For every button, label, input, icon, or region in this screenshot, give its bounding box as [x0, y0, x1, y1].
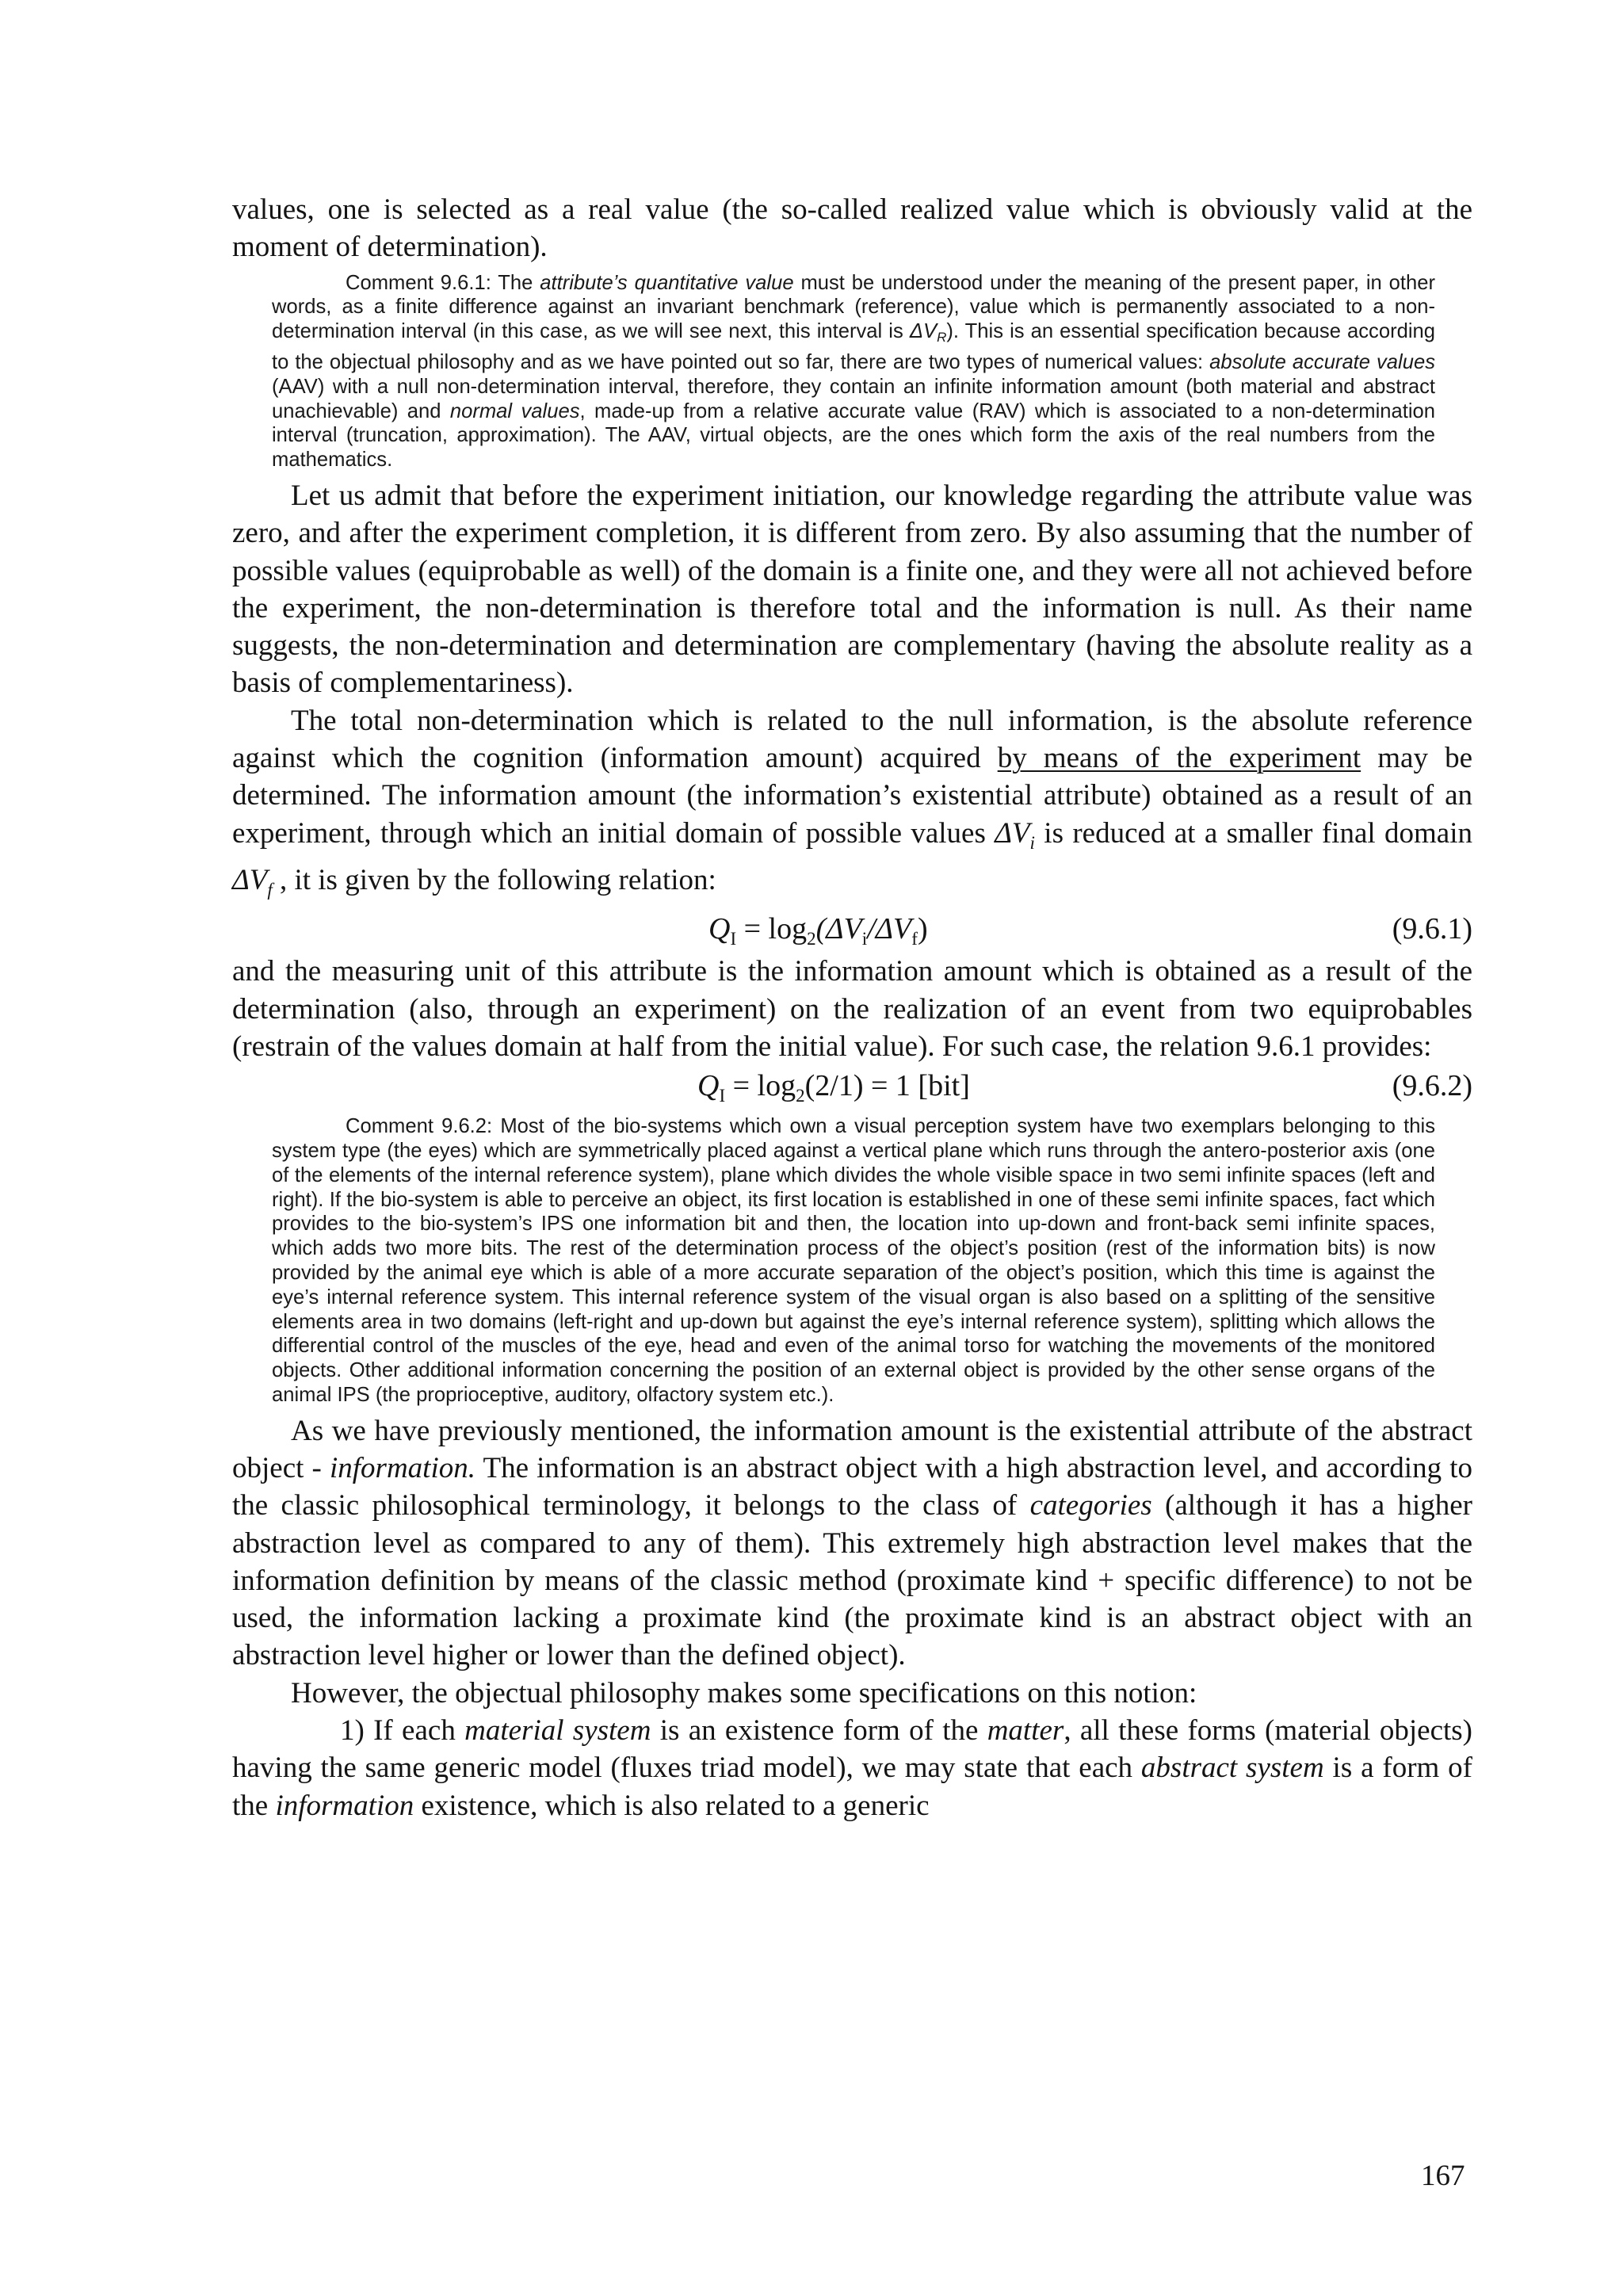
italic-term: abstract system: [1140, 1752, 1324, 1785]
formula-subscript: I: [719, 1086, 726, 1106]
delta-vi-symbol: [995, 816, 1035, 853]
italic-term: information.: [330, 1451, 475, 1484]
paragraph-text: As we have previously mentioned, the information amount is the existential attribute of the abstract object -: [232, 1414, 1472, 1484]
comment-term: absolute accurate values: [1209, 350, 1435, 373]
paragraph-information-attribute: [232, 1412, 1472, 1675]
page-number: 167: [1421, 2160, 1465, 2192]
subscript-f: f: [267, 879, 273, 900]
comment-9-6-2: Comment 9.6.2: Most of the bio-systems which own a visual perception system have two exemplars belonging to this system type (the eyes) which are symmetrically placed against a vertical plane which runs through the antero-posterior axis (one of the elements of the internal reference system), plane which divides the whole visible space in two semi infinite spaces (left and right). If the bio-system is able to perceive an object, its first location is established in one of these semi infinite spaces, fact which provides to the bio-system’s IPS one information bit and then, the location into up-down and front-back semi infinite spaces, which adds two more bits. The rest of the determination process of the object’s position (rest of the information bits) is now provided by the animal eye which is able of a more accurate separation of the object’s position, which this time is against the eye’s internal reference system. This internal reference system of the visual organ is also based on a splitting of the sensitive elements area in two domains (left-right and up-down but against the eye’s internal reference system), splitting which allows the differential control of the muscles of the eye, head and even of the animal torso for watching the movements of the monitored objects. Other additional information concerning the position of an external object is provided by the other sense organs of the animal IPS (the proprioceptive, auditory, olfactory system etc.).: [272, 1115, 1435, 1406]
comment-label: Comment 9.6.1: The: [346, 271, 540, 294]
paragraph-point-1: [232, 1712, 1472, 1824]
paragraph-measuring-unit: and the measuring unit of this attribute is the information amount which is obtained as a result of the determination (also, through an experiment) on the realization of an event from two equiprobables (restrain of the values domain at half from the initial value). For such case, the relation 9.6.1 provides:: [232, 955, 1472, 1063]
formula-operator: = log: [725, 1069, 796, 1103]
equation-formula: [708, 911, 928, 949]
equation-formula: [697, 1068, 970, 1106]
formula-subscript: f: [911, 929, 918, 949]
paragraph-admit-knowledge: Let us admit that before the experiment initiation, our knowledge regarding the attribute value was zero, and after the experiment completion, it is different from zero. By also assuming that the number of possible values (equiprobable as well) of the domain is a finite one, and they were all not achieved before the experiment, the non-determination is therefore total and the information is null. As their name suggests, the non-determination and determination are complementary (having the absolute reality as a basis of complementariness).: [232, 479, 1472, 700]
paragraph-text: The information is an abstract object with a high abstraction level, and according to the classic philosophical terminology, it belongs to the class of: [232, 1451, 1472, 1522]
comment-9-6-1: [272, 271, 1435, 472]
formula-argument: (2/1) = 1 [bit]: [804, 1069, 970, 1103]
formula-subscript: I: [730, 929, 737, 949]
paragraph-text: is a form of the: [232, 1752, 1472, 1822]
paragraph-text: 1) If each: [340, 1714, 465, 1748]
comment-text: ). This is an essential specification because according to the objectual philosophy and as we have pointed out so far, there are two types of numerical values:: [272, 320, 1435, 373]
formula-symbol: Q: [708, 912, 731, 946]
italic-term: matter: [987, 1714, 1064, 1748]
comment-term: normal values: [449, 399, 580, 422]
equation-number: (9.6.2): [1392, 1069, 1472, 1103]
log-base: 2: [796, 1086, 805, 1106]
delta-v-symbol: ΔV: [909, 320, 938, 343]
formula-argument: (ΔV: [815, 912, 862, 946]
paragraph-text: is an existence form of the: [651, 1714, 987, 1748]
delta-vf-symbol: [232, 863, 273, 900]
italic-term: material system: [464, 1714, 651, 1748]
paragraph-text: , all these forms (material objects) having the same generic model (fluxes triad model), we may state that each: [232, 1714, 1473, 1785]
paragraph-values-selected: values, one is selected as a real value (the so-called realized value which is obviously valid at the moment of determination).: [232, 193, 1472, 264]
comment-text: (AAV) with a null non-determination interval, therefore, they contain an infinite information amount (both material and abstract unachievable) and: [272, 375, 1435, 422]
comment-text: , made-up from a relative accurate value (RAV) which is associated to a non-determination interval (truncation, approximation). The AAV, virtual objects, are the ones which form the axis of the real numbers from the mathematics.: [272, 399, 1436, 472]
equation-9-6-1: [232, 908, 1472, 953]
paragraph-text: may be determined. The information amount (the information’s existential attribute) obtained as a result of an experiment, through which an initial domain of possible values: [232, 742, 1472, 850]
italic-term: information: [275, 1789, 414, 1822]
delta-v-symbol: ΔV: [232, 863, 268, 896]
comment-term: attribute’s quantitative value: [540, 271, 794, 294]
underlined-phrase: by means of the experiment: [997, 742, 1361, 775]
log-base: 2: [807, 929, 816, 949]
paragraph-text: existence, which is also related to a generic: [414, 1789, 930, 1822]
formula-subscript: i: [861, 929, 868, 949]
formula-operator: = log: [736, 912, 808, 946]
paragraph-specifications: However, the objectual philosophy makes some specifications on this notion:: [291, 1676, 1197, 1710]
comment-text: must be understood under the meaning of the present paper, in other words, as a finite difference against an invariant benchmark (reference), value which is permanently associated to a non-determination interval (in this case, as we will see next, this interval is: [272, 271, 1435, 343]
page-content: [232, 191, 1472, 1824]
delta-v-subscript: R: [937, 330, 947, 346]
equation-9-6-2: [232, 1065, 1472, 1110]
paragraph-total-non-determination: [232, 702, 1472, 908]
paragraph-text: The total non-determination which is related to the null information, is the absolute reference against which the cognition (information amount) acquired: [232, 704, 1472, 775]
formula-argument: ): [917, 912, 928, 946]
paragraph-text: , it is given by the following relation:: [272, 863, 716, 896]
delta-vr-symbol: [909, 320, 947, 346]
italic-term: categories: [1029, 1489, 1152, 1522]
formula-argument: /ΔV: [867, 912, 912, 946]
paragraph-text: is reduced at a smaller final domain: [1034, 816, 1472, 850]
paragraph-text: (although it has a higher abstraction level as compared to any of them). This extremely high abstraction level makes that the information definition by means of the classic method (proximate kind + specific difference) to not be used, the information lacking a proximate kind (the proximate kind is an abstract object with an abstraction level higher or lower than the defined object).: [232, 1489, 1472, 1672]
formula-symbol: Q: [697, 1069, 720, 1103]
subscript-i: i: [1029, 832, 1035, 853]
delta-v-symbol: ΔV: [995, 816, 1030, 850]
equation-number: (9.6.1): [1392, 912, 1472, 946]
